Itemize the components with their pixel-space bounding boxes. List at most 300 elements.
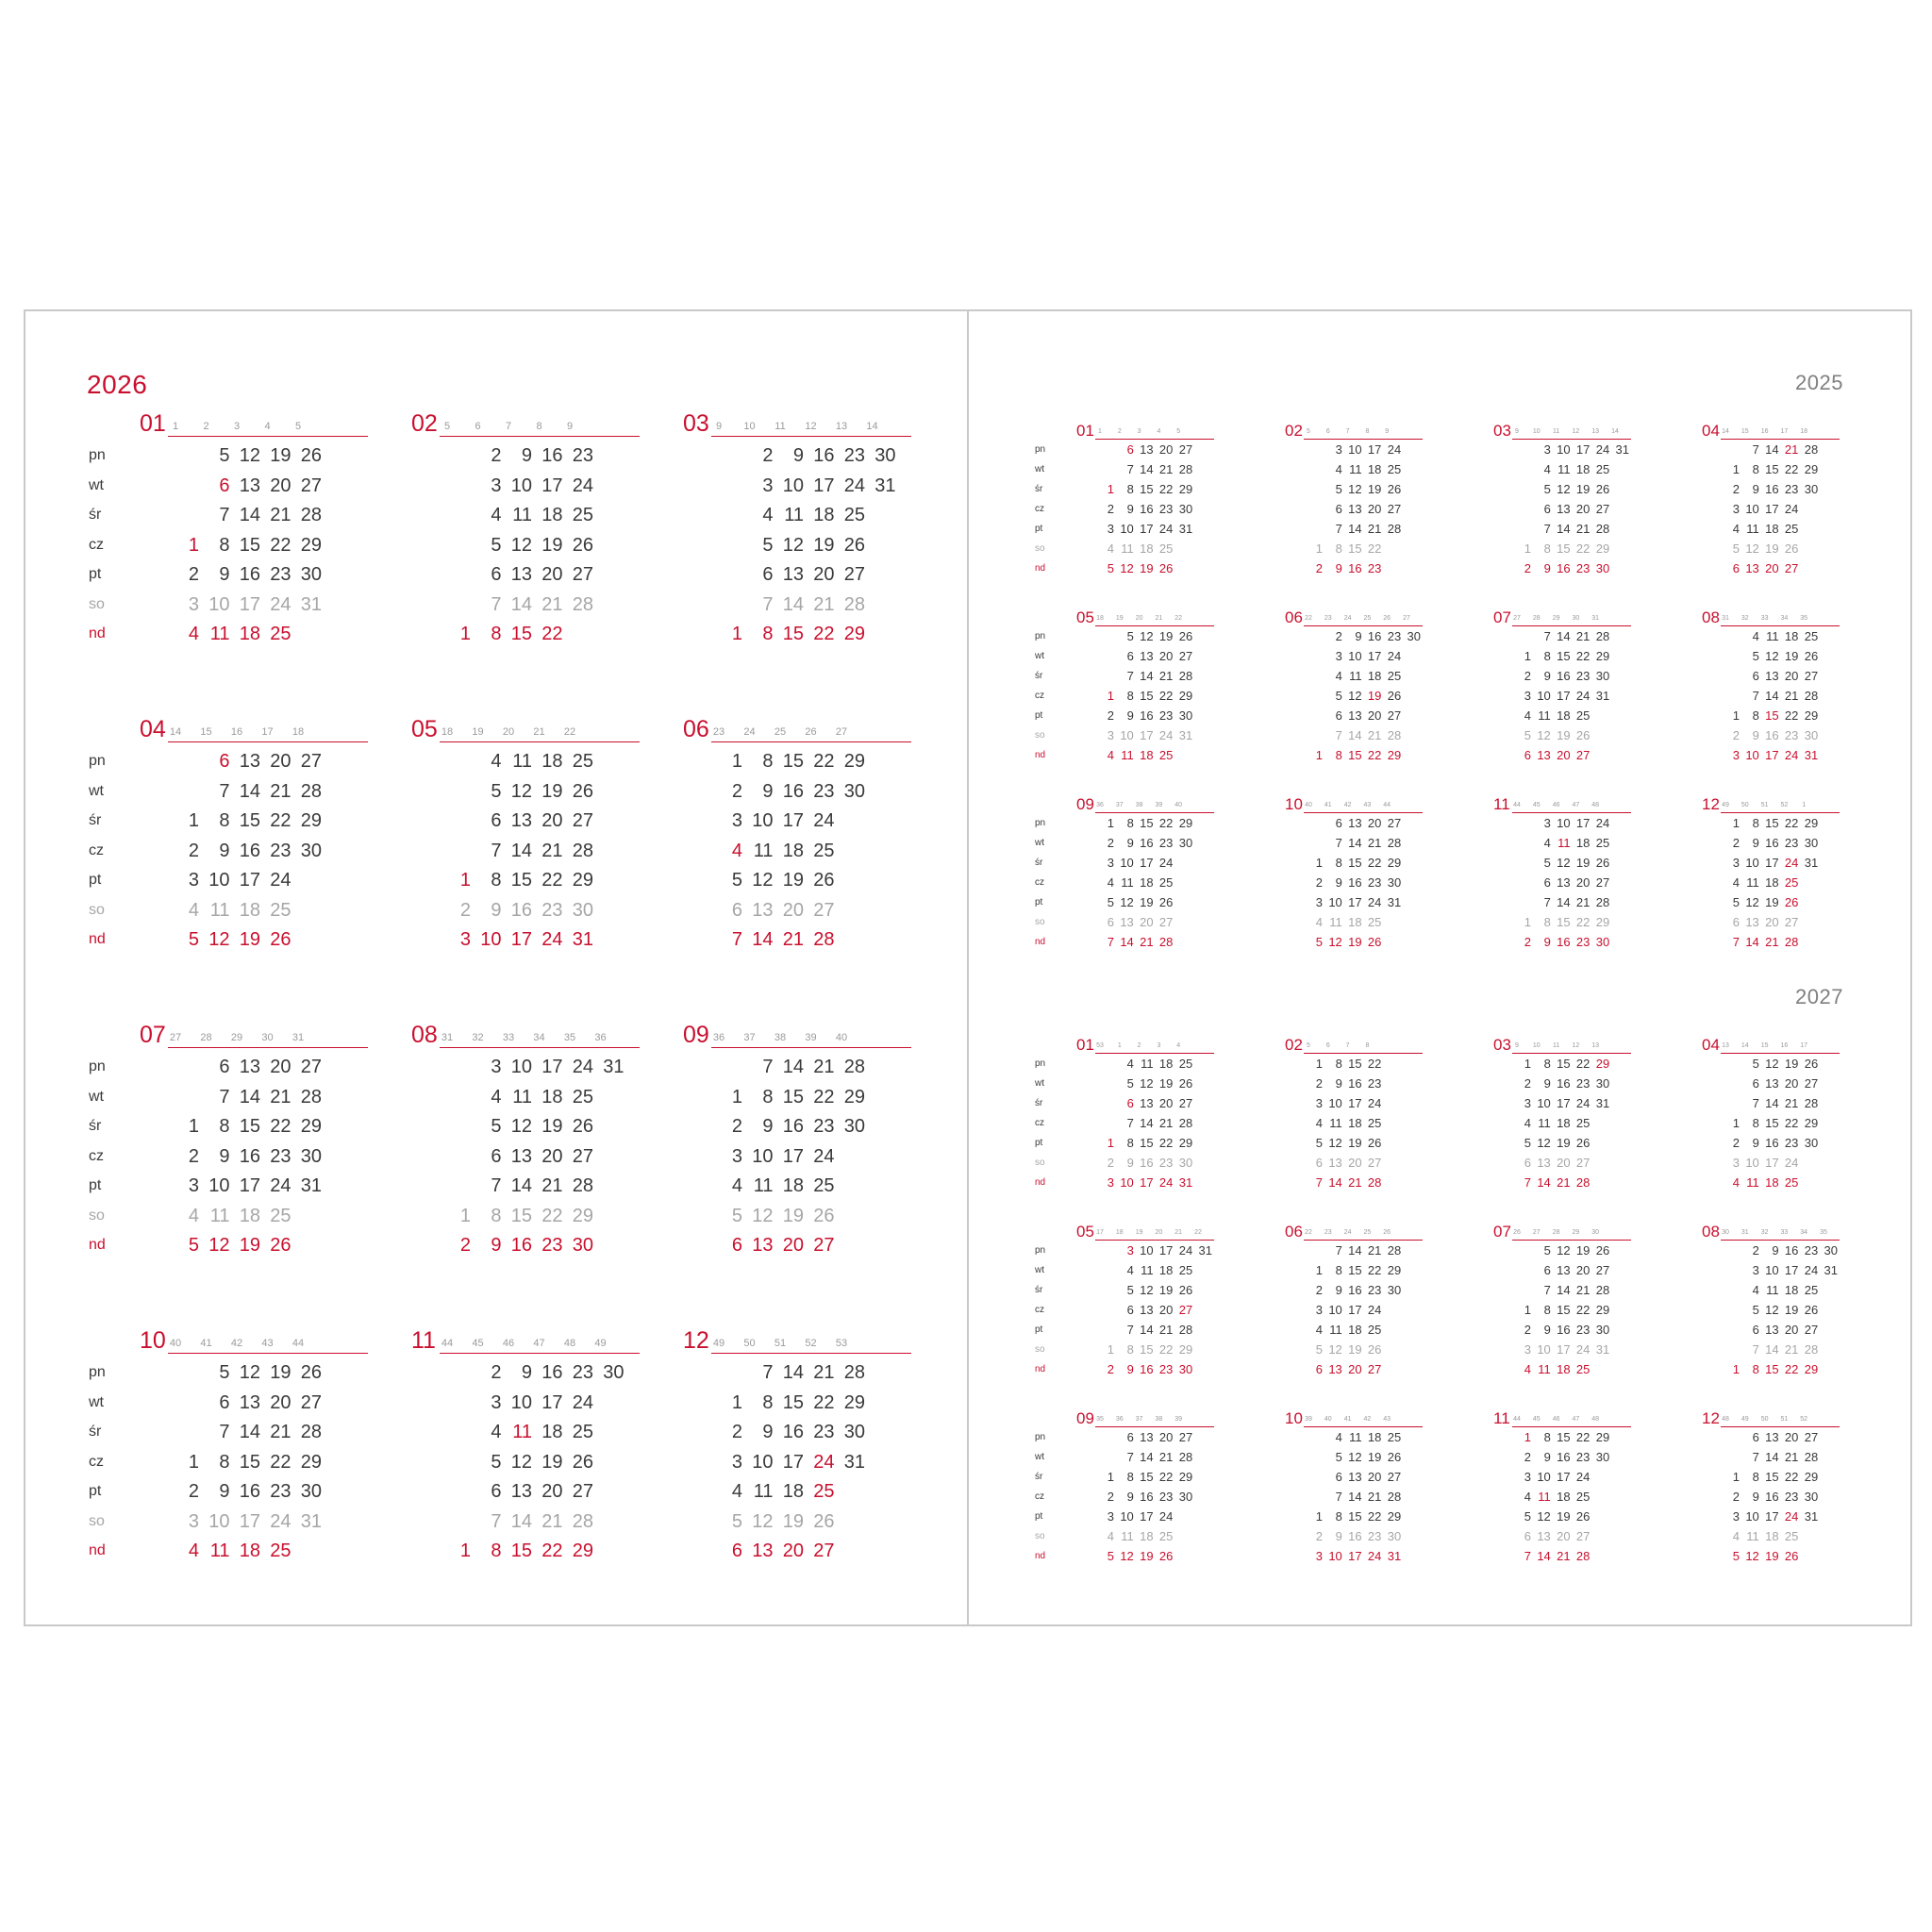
week-number: 8 — [1365, 1042, 1370, 1049]
day-cell: 19 — [1784, 1057, 1799, 1071]
day-cell: 1 — [1107, 1136, 1114, 1150]
day-cell: 3 — [1732, 748, 1740, 762]
weekday-label-2: śr — [1035, 1285, 1043, 1295]
day-cell: 13 — [1348, 502, 1362, 516]
day-cell: 26 — [572, 780, 593, 802]
month-rule — [1304, 1240, 1423, 1241]
day-cell: 1 — [188, 1116, 199, 1137]
day-cell: 16 — [1348, 875, 1362, 890]
day-cell: 16 — [239, 840, 260, 861]
week-number: 3 — [1137, 428, 1141, 435]
day-cell: 14 — [1120, 935, 1134, 949]
day-cell: 14 — [782, 593, 804, 615]
day-cell: 13 — [510, 810, 532, 831]
day-cell: 25 — [1804, 1283, 1819, 1297]
day-cell: 17 — [1575, 442, 1591, 457]
week-number: 1 — [1098, 428, 1102, 435]
day-cell: 16 — [1140, 1490, 1154, 1504]
day-cell: 13 — [1120, 915, 1134, 929]
day-cell: 9 — [1752, 1136, 1759, 1150]
day-cell: 18 — [541, 1422, 563, 1442]
day-cell: 4 — [1543, 836, 1551, 850]
day-cell: 24 — [1784, 1156, 1799, 1170]
day-cell: 12 — [1348, 482, 1362, 496]
day-cell: 5 — [1335, 1450, 1342, 1464]
day-cell: 12 — [1765, 649, 1779, 663]
week-number: 31 — [1722, 615, 1729, 622]
day-cell: 9 — [1752, 1490, 1759, 1504]
day-cell: 17 — [239, 1175, 260, 1196]
day-cell: 23 — [541, 1235, 563, 1256]
day-cell: 14 — [510, 1510, 532, 1532]
week-number: 34 — [1800, 1229, 1808, 1236]
week-number: 53 — [835, 1338, 848, 1349]
day-cell: 16 — [1557, 561, 1571, 575]
day-cell: 11 — [1141, 1263, 1154, 1277]
day-cell: 5 — [1543, 856, 1551, 870]
month-rule — [440, 1353, 640, 1354]
week-number: 35 — [1800, 615, 1808, 622]
day-cell: 25 — [843, 505, 865, 525]
week-number: 9 — [566, 421, 574, 432]
day-cell: 12 — [1348, 689, 1362, 703]
day-cell: 31 — [1595, 689, 1610, 703]
day-cell: 23 — [572, 1362, 593, 1383]
day-cell: 24 — [270, 870, 291, 891]
day-cell: 11 — [1746, 875, 1759, 890]
day-cell: 8 — [1752, 1470, 1759, 1484]
day-cell: 17 — [1367, 442, 1382, 457]
day-cell: 22 — [1158, 1342, 1174, 1357]
day-cell: 25 — [1158, 1529, 1174, 1543]
day-cell: 7 — [1335, 1243, 1342, 1257]
day-cell: 30 — [1804, 1490, 1819, 1504]
year-title-2026: 2026 — [87, 370, 148, 399]
day-cell: 3 — [1543, 442, 1551, 457]
day-cell: 13 — [1745, 561, 1759, 575]
day-cell: 8 — [1543, 649, 1551, 663]
day-cell: 19 — [239, 1235, 260, 1256]
week-number: 51 — [1760, 802, 1769, 808]
day-cell: 17 — [1140, 728, 1154, 742]
day-cell: 25 — [1575, 1116, 1591, 1130]
weekday-label-2: śr — [1035, 1472, 1043, 1482]
day-cell: 26 — [572, 1451, 593, 1473]
day-cell: 2 — [762, 445, 774, 466]
day-cell: 19 — [239, 929, 260, 950]
week-number: 42 — [1363, 1416, 1372, 1423]
week-number: 38 — [1135, 802, 1143, 808]
day-cell: 16 — [1348, 1529, 1362, 1543]
week-number: 1 — [1117, 1042, 1122, 1049]
week-number: 13 — [835, 421, 848, 432]
day-cell: 28 — [843, 593, 865, 615]
day-cell: 7 — [1107, 935, 1114, 949]
day-cell: 24 — [1158, 1509, 1174, 1524]
day-cell: 6 — [491, 810, 502, 831]
week-number: 51 — [774, 1338, 787, 1349]
day-cell: 4 — [1752, 629, 1759, 643]
weekday-label-3: cz — [89, 536, 104, 553]
day-cell: 15 — [782, 624, 804, 644]
day-cell: 4 — [1107, 541, 1114, 556]
day-cell: 21 — [782, 929, 804, 950]
day-cell: 24 — [1804, 1263, 1819, 1277]
day-cell: 31 — [1178, 1175, 1193, 1190]
day-cell: 21 — [1575, 895, 1591, 909]
day-cell: 26 — [1367, 935, 1382, 949]
day-cell: 3 — [459, 929, 471, 950]
week-number: 26 — [1383, 1229, 1391, 1236]
month-rule — [1512, 812, 1631, 813]
day-cell: 16 — [1140, 1362, 1154, 1376]
day-cell: 17 — [1557, 1342, 1571, 1357]
month-number: 03 — [1493, 1035, 1511, 1054]
day-cell: 1 — [459, 870, 471, 891]
day-cell: 10 — [1745, 748, 1759, 762]
day-cell: 24 — [813, 1145, 835, 1167]
day-cell: 7 — [219, 505, 230, 525]
month-rule — [1721, 812, 1840, 813]
week-number: 33 — [1780, 1229, 1789, 1236]
week-number: 40 — [1174, 802, 1183, 808]
day-cell: 29 — [1804, 1116, 1819, 1130]
month-rule — [168, 741, 368, 742]
day-cell: 10 — [1557, 442, 1571, 457]
day-cell: 28 — [1387, 836, 1402, 850]
month-number: 03 — [1493, 421, 1511, 440]
day-cell: 23 — [1575, 1323, 1591, 1337]
day-cell: 27 — [1178, 1303, 1193, 1317]
day-cell: 12 — [752, 870, 774, 891]
day-cell: 7 — [1126, 1116, 1134, 1130]
day-cell: 16 — [541, 445, 563, 466]
weekday-label-1: wt — [1035, 464, 1044, 475]
week-number: 28 — [1552, 1229, 1560, 1236]
week-number: 27 — [1403, 615, 1410, 622]
day-cell: 2 — [1524, 1323, 1531, 1337]
day-cell: 3 — [1732, 1156, 1740, 1170]
day-cell: 24 — [1575, 1342, 1591, 1357]
day-cell: 6 — [762, 564, 774, 585]
day-cell: 14 — [1140, 1116, 1154, 1130]
week-number: 42 — [1343, 802, 1352, 808]
day-cell: 6 — [1335, 816, 1342, 830]
day-cell: 31 — [843, 1451, 865, 1473]
day-cell: 13 — [1537, 1156, 1551, 1170]
day-cell: 9 — [1335, 1076, 1342, 1091]
day-cell: 1 — [1315, 1057, 1323, 1071]
week-number: 7 — [1345, 1042, 1350, 1049]
day-cell: 16 — [1765, 1490, 1779, 1504]
day-cell: 22 — [270, 810, 291, 831]
day-cell: 29 — [1804, 816, 1819, 830]
month-rule — [711, 1047, 911, 1048]
weekday-label-5: so — [1035, 917, 1045, 927]
week-number: 16 — [1780, 1042, 1789, 1049]
day-cell: 10 — [1745, 502, 1759, 516]
day-cell: 17 — [1765, 1156, 1779, 1170]
day-cell: 26 — [1178, 1283, 1193, 1297]
day-cell: 8 — [1543, 1430, 1551, 1444]
day-cell: 25 — [1784, 522, 1799, 536]
day-cell: 25 — [1575, 1362, 1591, 1376]
day-cell: 12 — [1328, 935, 1342, 949]
day-cell: 13 — [1557, 875, 1571, 890]
weekday-label-4: pt — [1035, 1138, 1043, 1148]
day-cell: 23 — [270, 840, 291, 861]
day-cell: 6 — [1543, 875, 1551, 890]
day-cell: 25 — [1804, 629, 1819, 643]
week-number: 7 — [1345, 428, 1350, 435]
day-cell: 25 — [1575, 708, 1591, 723]
week-number: 25 — [1363, 1229, 1372, 1236]
day-cell: 5 — [1752, 1303, 1759, 1317]
day-cell: 11 — [753, 1481, 774, 1502]
day-cell: 7 — [1126, 1450, 1134, 1464]
day-cell: 26 — [1178, 629, 1193, 643]
day-cell: 10 — [1120, 1175, 1134, 1190]
day-cell: 25 — [1595, 462, 1610, 476]
day-cell: 2 — [731, 1422, 742, 1442]
day-cell: 7 — [491, 1175, 502, 1196]
day-cell: 6 — [731, 1235, 742, 1256]
day-cell: 28 — [1178, 1116, 1193, 1130]
day-cell: 24 — [270, 1175, 291, 1196]
day-cell: 21 — [1575, 522, 1591, 536]
day-cell: 13 — [1140, 1096, 1154, 1110]
month-rule — [168, 1353, 368, 1354]
day-cell: 7 — [1543, 522, 1551, 536]
day-cell: 24 — [1367, 895, 1382, 909]
day-cell: 16 — [1348, 1076, 1362, 1091]
day-cell: 31 — [572, 929, 593, 950]
day-cell: 10 — [1745, 1509, 1759, 1524]
day-cell: 28 — [1178, 669, 1193, 683]
day-cell: 30 — [1178, 1490, 1193, 1504]
day-cell: 16 — [1765, 482, 1779, 496]
day-cell: 24 — [1575, 689, 1591, 703]
day-cell: 7 — [491, 593, 502, 615]
day-cell: 1 — [1315, 748, 1323, 762]
day-cell: 12 — [208, 1235, 230, 1256]
day-cell: 13 — [510, 1481, 532, 1502]
day-cell: 2 — [1524, 1450, 1531, 1464]
day-cell: 10 — [208, 593, 230, 615]
week-number: 11 — [1552, 428, 1560, 435]
day-cell: 26 — [1387, 482, 1402, 496]
week-number: 39 — [1305, 1416, 1312, 1423]
day-cell: 6 — [1126, 442, 1134, 457]
day-cell: 19 — [1140, 561, 1154, 575]
week-number: 32 — [472, 1032, 484, 1043]
week-number: 23 — [1324, 615, 1332, 622]
day-cell: 29 — [1178, 1342, 1193, 1357]
day-cell: 19 — [1348, 1342, 1362, 1357]
week-number: 47 — [533, 1338, 545, 1349]
day-cell: 28 — [572, 840, 593, 861]
day-cell: 23 — [1367, 875, 1382, 890]
day-cell: 18 — [782, 1175, 804, 1196]
day-cell: 3 — [1543, 816, 1551, 830]
day-cell: 21 — [1367, 836, 1382, 850]
day-cell: 14 — [239, 1422, 260, 1442]
day-cell: 4 — [188, 1205, 199, 1226]
day-cell: 27 — [1575, 1529, 1591, 1543]
day-cell: 11 — [1121, 1529, 1134, 1543]
day-cell: 1 — [1524, 1430, 1531, 1444]
day-cell: 12 — [239, 1362, 260, 1383]
weekday-label-4: pt — [1035, 1511, 1043, 1522]
day-cell: 20 — [1575, 502, 1591, 516]
day-cell: 26 — [1595, 856, 1610, 870]
week-number: 24 — [1343, 1229, 1352, 1236]
day-cell: 23 — [1158, 708, 1174, 723]
day-cell: 24 — [1367, 1303, 1382, 1317]
day-cell: 19 — [813, 534, 835, 556]
weekday-label-0: pn — [1035, 631, 1046, 641]
day-cell: 31 — [1804, 748, 1819, 762]
day-cell: 6 — [1126, 649, 1134, 663]
weekday-label-0: pn — [1035, 1245, 1046, 1256]
day-cell: 11 — [209, 899, 230, 921]
day-cell: 1 — [1107, 689, 1114, 703]
day-cell: 18 — [1140, 541, 1154, 556]
week-number: 6 — [1325, 1042, 1330, 1049]
day-cell: 3 — [731, 1145, 742, 1167]
day-cell: 8 — [1752, 1116, 1759, 1130]
day-cell: 7 — [1126, 462, 1134, 476]
weekday-label-1: wt — [1035, 1078, 1044, 1089]
day-cell: 6 — [1752, 1430, 1759, 1444]
day-cell: 16 — [239, 564, 260, 585]
day-cell: 29 — [572, 870, 593, 891]
day-cell: 9 — [1126, 1490, 1134, 1504]
week-number: 50 — [743, 1338, 756, 1349]
day-cell: 5 — [1315, 1136, 1323, 1150]
day-cell: 4 — [1315, 1116, 1323, 1130]
day-cell: 5 — [219, 1362, 230, 1383]
day-cell: 27 — [1178, 442, 1193, 457]
day-cell: 11 — [1766, 629, 1779, 643]
weekday-label-4: pt — [1035, 1324, 1043, 1335]
day-cell: 28 — [300, 780, 322, 802]
day-cell: 4 — [1524, 1362, 1531, 1376]
day-cell: 19 — [1158, 629, 1174, 643]
day-cell: 7 — [1335, 728, 1342, 742]
day-cell: 7 — [731, 929, 742, 950]
week-number: 4 — [1157, 428, 1161, 435]
month-rule — [168, 1047, 368, 1048]
day-cell: 8 — [219, 1116, 230, 1137]
week-number: 22 — [1174, 615, 1183, 622]
day-cell: 29 — [300, 810, 322, 831]
day-cell: 8 — [219, 810, 230, 831]
day-cell: 1 — [459, 1205, 471, 1226]
month-number: 06 — [683, 715, 709, 742]
day-cell: 17 — [239, 593, 260, 615]
day-cell: 27 — [572, 1145, 593, 1167]
day-cell: 14 — [1537, 1549, 1551, 1563]
day-cell: 25 — [270, 1541, 291, 1561]
weekday-label-5: so — [1035, 730, 1045, 741]
day-cell: 23 — [1158, 836, 1174, 850]
weekday-label-6: nd — [1035, 1364, 1046, 1374]
day-cell: 15 — [1557, 1303, 1571, 1317]
day-cell: 1 — [731, 624, 742, 644]
week-number: 39 — [1155, 802, 1163, 808]
month-rule — [711, 741, 911, 742]
day-cell: 27 — [1804, 1323, 1819, 1337]
day-cell: 26 — [1595, 1243, 1610, 1257]
day-cell: 29 — [1595, 541, 1610, 556]
day-cell: 7 — [219, 1422, 230, 1442]
day-cell: 30 — [1804, 1136, 1819, 1150]
weekday-label-3: cz — [1035, 504, 1044, 514]
day-cell: 16 — [1557, 1450, 1571, 1464]
day-cell: 28 — [1387, 522, 1402, 536]
day-cell: 21 — [1367, 1243, 1382, 1257]
week-number: 49 — [594, 1338, 607, 1349]
week-number: 18 — [1096, 615, 1104, 622]
day-cell: 16 — [813, 445, 835, 466]
day-cell: 14 — [510, 840, 532, 861]
day-cell: 19 — [1784, 1303, 1799, 1317]
week-number: 21 — [1174, 1229, 1183, 1236]
day-cell: 3 — [1524, 1470, 1531, 1484]
week-number: 52 — [1780, 802, 1789, 808]
day-cell: 9 — [219, 840, 230, 861]
day-cell: 28 — [1178, 1323, 1193, 1337]
day-cell: 11 — [1349, 462, 1362, 476]
day-cell: 21 — [541, 1175, 563, 1196]
day-cell: 24 — [572, 1391, 593, 1413]
day-cell: 16 — [1140, 502, 1154, 516]
day-cell: 9 — [219, 564, 230, 585]
day-cell: 15 — [1765, 462, 1779, 476]
day-cell: 14 — [782, 1057, 804, 1077]
day-cell: 29 — [1387, 1263, 1402, 1277]
week-number: 23 — [1324, 1229, 1332, 1236]
week-number: 2 — [1137, 1042, 1141, 1049]
day-cell: 3 — [1107, 856, 1114, 870]
day-cell: 18 — [1765, 522, 1779, 536]
week-number: 21 — [1155, 615, 1163, 622]
day-cell: 7 — [1752, 1096, 1759, 1110]
month-number: 04 — [1702, 1035, 1720, 1054]
day-cell: 26 — [843, 534, 865, 556]
day-cell: 13 — [510, 1145, 532, 1167]
day-cell: 11 — [753, 1175, 774, 1196]
day-cell: 19 — [1348, 1136, 1362, 1150]
day-cell: 27 — [572, 810, 593, 831]
day-cell: 13 — [1140, 649, 1154, 663]
day-cell: 13 — [1537, 748, 1551, 762]
day-cell: 23 — [843, 445, 865, 466]
day-cell: 27 — [1804, 1430, 1819, 1444]
day-cell: 12 — [1140, 629, 1154, 643]
day-cell: 23 — [1387, 629, 1402, 643]
day-cell: 12 — [782, 534, 804, 556]
day-cell: 20 — [1575, 1263, 1591, 1277]
week-number: 14 — [1740, 1042, 1749, 1049]
day-cell: 4 — [1315, 1323, 1323, 1337]
day-cell: 26 — [1784, 1549, 1799, 1563]
weekday-label-3: cz — [89, 1147, 104, 1164]
day-cell: 11 — [512, 1086, 532, 1108]
day-cell: 29 — [300, 1451, 322, 1473]
day-cell: 13 — [1348, 708, 1362, 723]
